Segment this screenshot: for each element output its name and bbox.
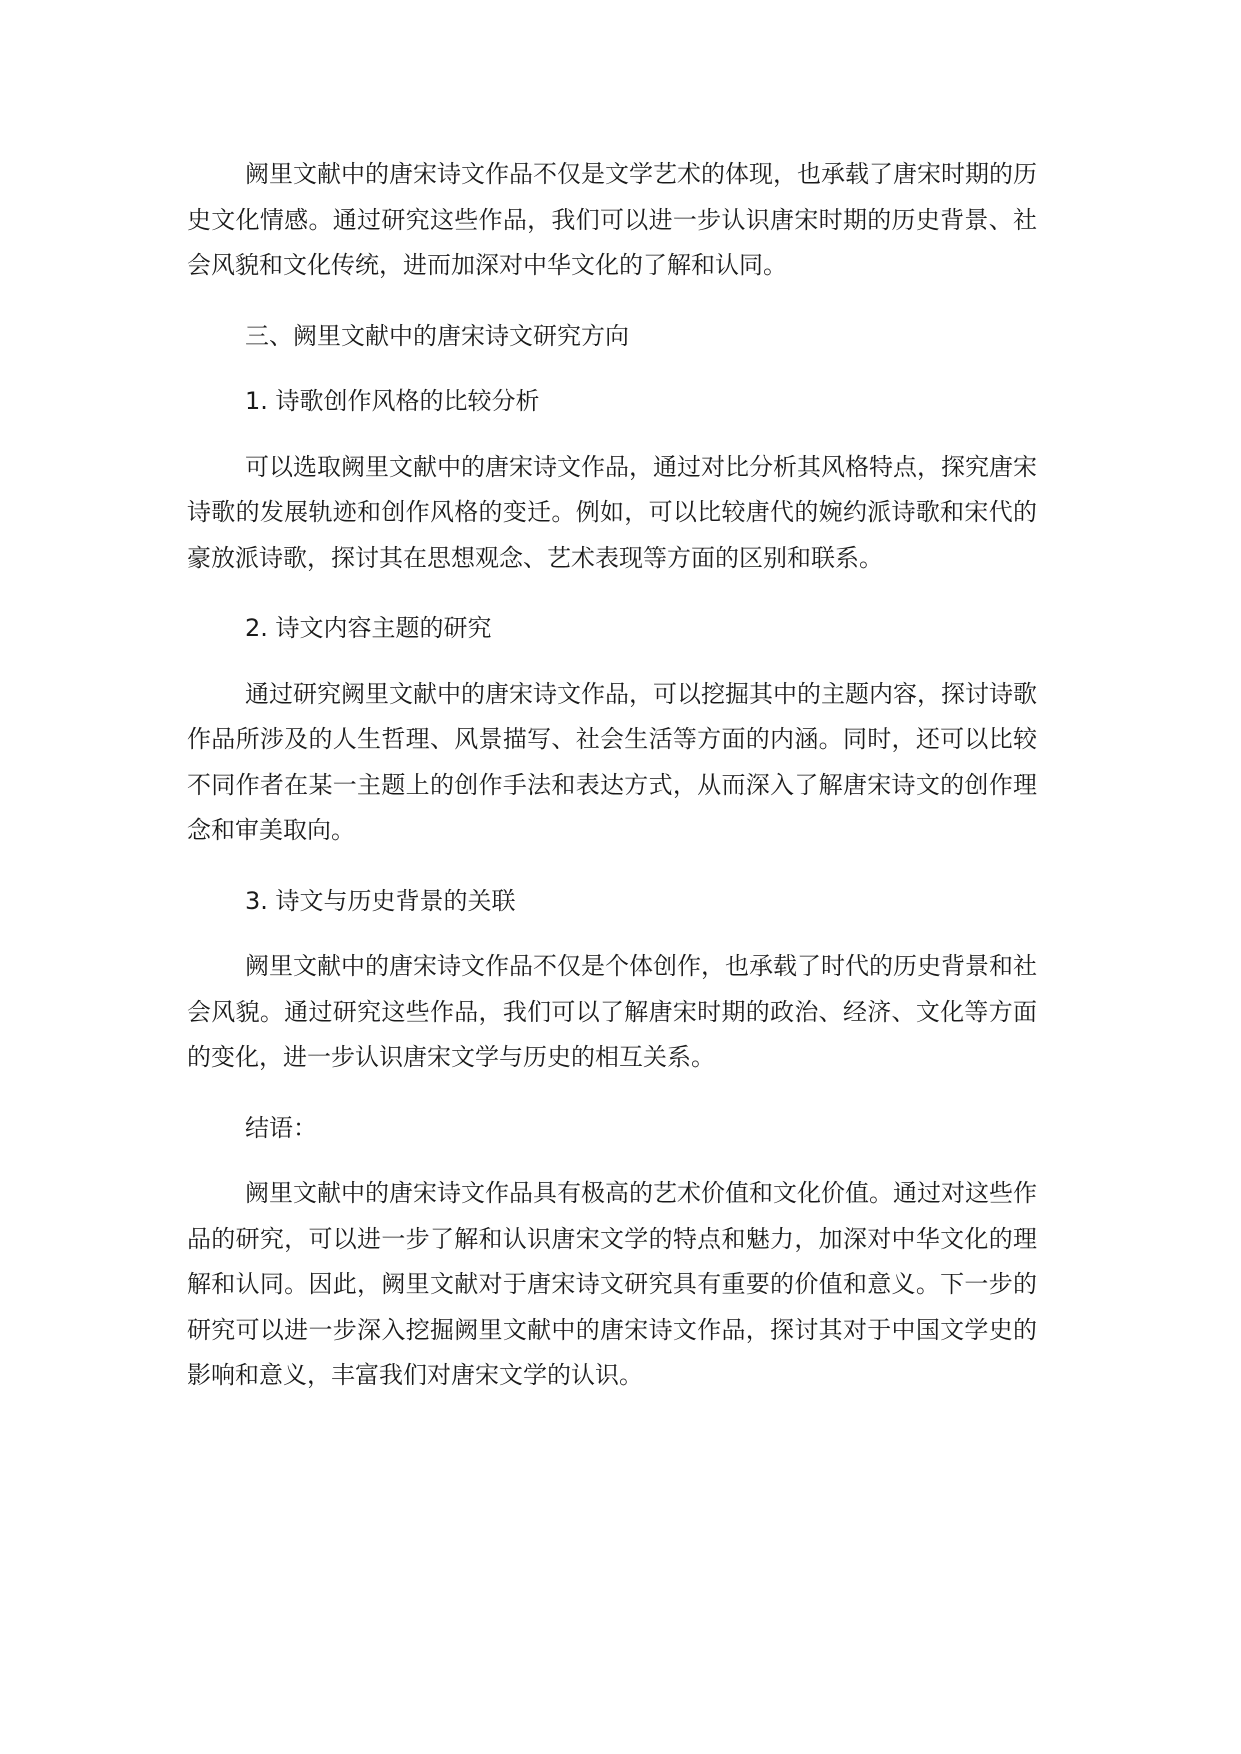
paragraph-conclusion: 阙里文献中的唐宋诗文作品具有极高的艺术价值和文化价值。通过对这些作品的研究，可以进一步了解和认识唐宋文学的特点和魅力，加深对中华文化的理解和认同。因此，阙里文献对于唐宋诗文研究具有重要的价值和意义。下一步的研究可以进一步深入挖掘阙里文献中的唐宋诗文作品，探讨其对于中国文学史的影响和意义，丰富我们对唐宋文学的认识。 bbox=[187, 1179, 1037, 1389]
paragraph-intro-culture: 阙里文献中的唐宋诗文作品不仅是文学艺术的体现，也承载了唐宋时期的历史文化情感。通过研究这些作品，我们可以进一步认识唐宋时期的历史背景、社会风貌和文化传统，进而加深对中华文化的了解和认同。 bbox=[187, 160, 1037, 279]
document-body bbox=[187, 152, 1037, 1424]
conclusion-heading: 结语： bbox=[245, 1113, 317, 1142]
section-heading-research-directions: 三、阙里文献中的唐宋诗文研究方向 bbox=[245, 321, 629, 350]
paragraph-historical-context: 阙里文献中的唐宋诗文作品不仅是个体创作，也承载了时代的历史背景和社会风貌。通过研究这些作品，我们可以了解唐宋时期的政治、经济、文化等方面的变化，进一步认识唐宋文学与历史的相互关系。 bbox=[187, 952, 1037, 1071]
subheading-theme-research: 2. 诗文内容主题的研究 bbox=[245, 614, 492, 642]
subheading-style-comparison: 1. 诗歌创作风格的比较分析 bbox=[245, 387, 540, 415]
paragraph-theme-research: 通过研究阙里文献中的唐宋诗文作品，可以挖掘其中的主题内容，探讨诗歌作品所涉及的人生哲理、风景描写、社会生活等方面的内涵。同时，还可以比较不同作者在某一主题上的创作手法和表达方式，从而深入了解唐宋诗文的创作理念和审美取向。 bbox=[187, 679, 1037, 844]
paragraph-style-comparison: 可以选取阙里文献中的唐宋诗文作品，通过对比分析其风格特点，探究唐宋诗歌的发展轨迹和创作风格的变迁。例如，可以比较唐代的婉约派诗歌和宋代的豪放派诗歌，探讨其在思想观念、艺术表现等方面的区别和联系。 bbox=[187, 452, 1037, 572]
subheading-historical-context: 3. 诗文与历史背景的关联 bbox=[245, 886, 516, 915]
